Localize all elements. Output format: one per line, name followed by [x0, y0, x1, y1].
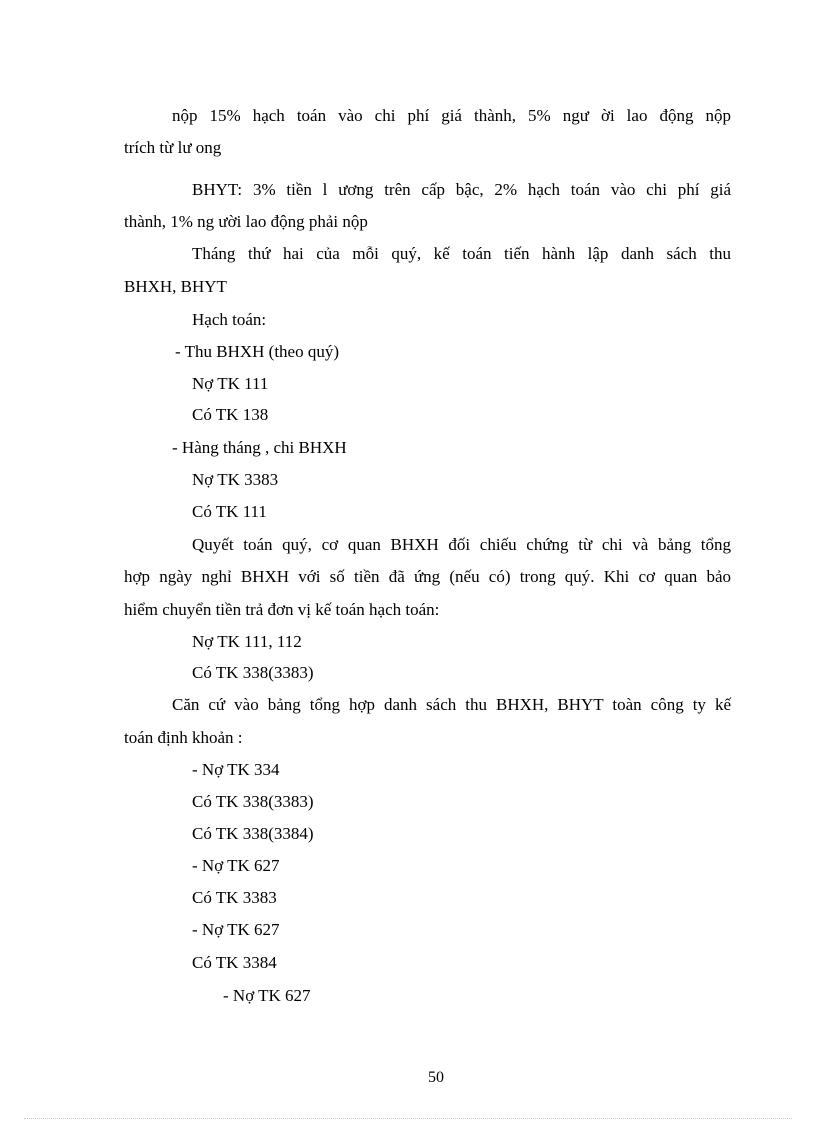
debit-entry: Nợ TK 3383: [192, 470, 279, 489]
page-number: 50: [428, 1069, 444, 1086]
page-edge-rule: [24, 1118, 792, 1119]
debit-entry: - Nợ TK 334: [192, 760, 280, 779]
credit-entry: Có TK 338(3383): [192, 792, 314, 811]
section-label: Hạch toán:: [192, 310, 267, 329]
paragraph-line: trích từ lư ong: [124, 138, 222, 157]
paragraph-line: Tháng thứ hai của mỗi quý, kế toán tiến hành lập danh sách thu: [192, 244, 731, 263]
debit-entry: - Nợ TK 627: [223, 986, 311, 1005]
paragraph-line: Quyết toán quý, cơ quan BHXH đối chiếu chứng từ chi và bảng tổng: [192, 535, 731, 554]
debit-entry: - Nợ TK 627: [192, 920, 280, 939]
debit-entry: Nợ TK 111: [192, 374, 269, 393]
debit-entry: - Nợ TK 627: [192, 856, 280, 875]
paragraph-line: Căn cứ vào bảng tổng hợp danh sách thu BHXH, BHYT toàn công ty kế: [172, 695, 731, 714]
paragraph-line: toán định khoản :: [124, 728, 243, 747]
credit-entry: Có TK 138: [192, 405, 269, 424]
paragraph-line: hợp ngày nghỉ BHXH với số tiền đã ứng (nếu có) trong quý. Khi cơ quan bảo: [124, 567, 731, 586]
paragraph-line: BHYT: 3% tiền l ương trên cấp bậc, 2% hạch toán vào chi phí giá: [192, 180, 731, 199]
paragraph-line: BHXH, BHYT: [124, 277, 227, 296]
credit-entry: Có TK 338(3384): [192, 824, 314, 843]
entry-heading: - Hàng tháng , chi BHXH: [172, 438, 347, 457]
credit-entry: Có TK 3383: [192, 888, 277, 907]
paragraph-line: nộp 15% hạch toán vào chi phí giá thành, 5% ngư ời lao động nộp: [172, 106, 731, 125]
debit-entry: Nợ TK 111, 112: [192, 632, 302, 651]
credit-entry: Có TK 3384: [192, 953, 277, 972]
paragraph-line: thành, 1% ng ười lao động phải nộp: [124, 212, 368, 231]
paragraph-line: hiểm chuyển tiền trả đơn vị kế toán hạch toán:: [124, 600, 440, 619]
credit-entry: Có TK 338(3383): [192, 663, 314, 682]
credit-entry: Có TK 111: [192, 502, 267, 521]
entry-heading: - Thu BHXH (theo quý): [175, 342, 339, 361]
